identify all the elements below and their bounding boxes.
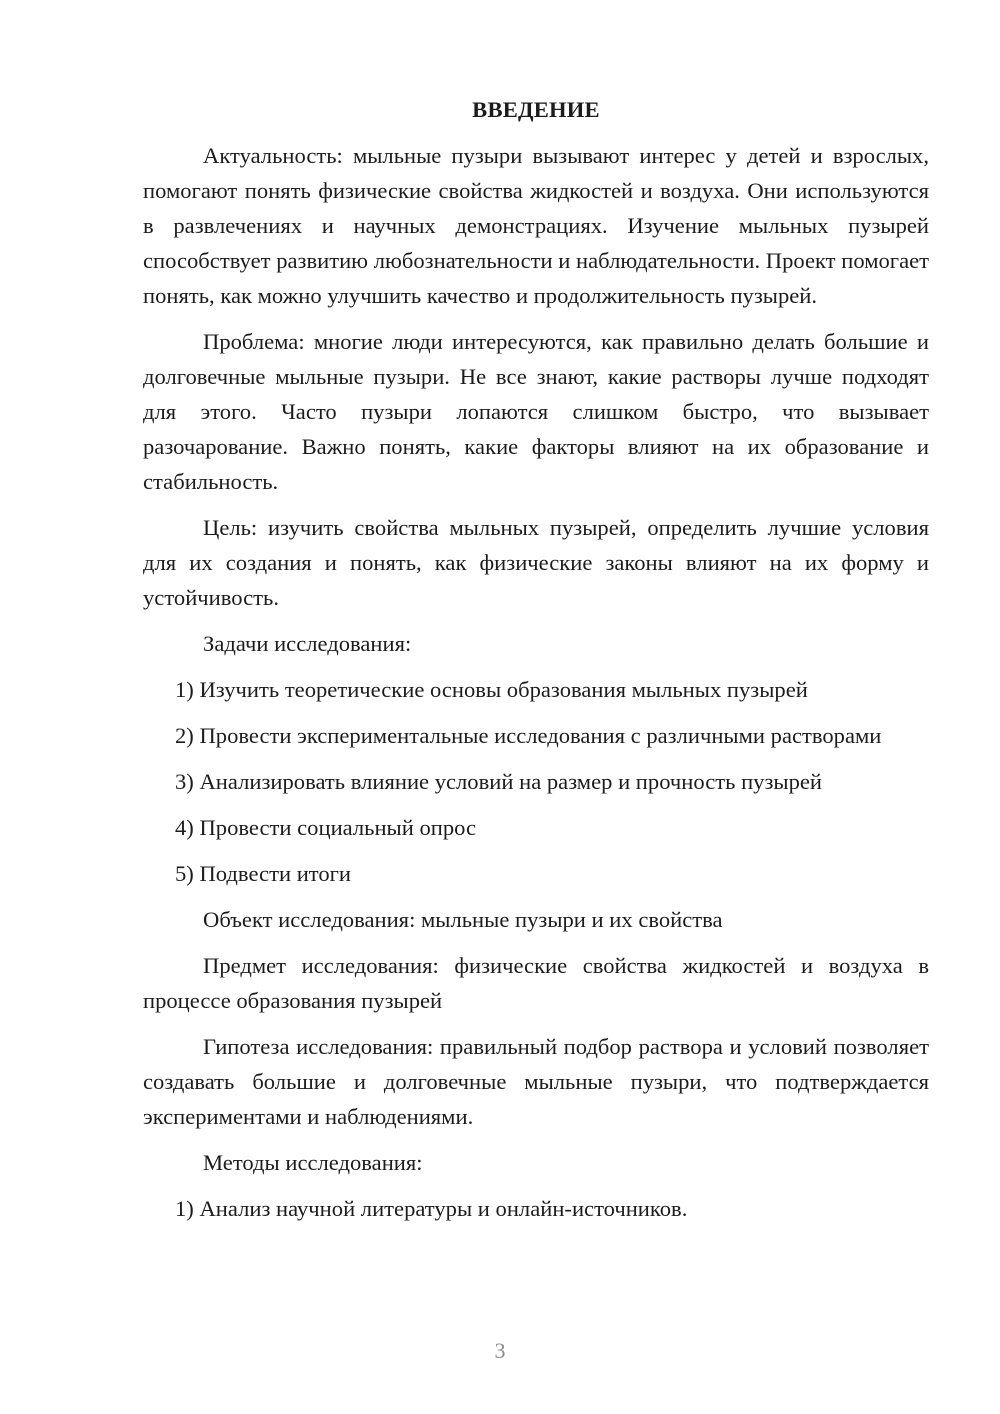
goal-paragraph: Цель: изучить свойства мыльных пузырей, определить лучшие условия для их создания и понять, как физические законы влияют на их форму и устойчивость.: [143, 515, 929, 610]
object-paragraph: Объект исследования: мыльные пузыри и их свойства: [203, 907, 723, 932]
task-item: 1) Изучить теоретические основы образования мыльных пузырей: [175, 677, 808, 702]
document-body: [143, 92, 929, 1237]
tasks-heading: Задачи исследования:: [203, 631, 412, 656]
section-title: ВВЕДЕНИЕ: [472, 97, 600, 122]
methods-heading: Методы исследования:: [203, 1150, 423, 1175]
page-number: 3: [494, 1338, 506, 1363]
method-item: 1) Анализ научной литературы и онлайн-источников.: [175, 1196, 688, 1221]
task-item: 4) Провести социальный опрос: [175, 815, 477, 840]
task-item: 5) Подвести итоги: [175, 861, 352, 886]
task-item: 2) Провести экспериментальные исследования с различными растворами: [175, 723, 882, 748]
problem-paragraph: Проблема: многие люди интересуются, как правильно делать большие и долговечные мыльные пузыри. Не все знают, какие растворы лучше подходят для этого. Часто пузыри лопаются слишком быстро, что вызывает разочарование. Важно понять, какие факторы влияют на их образование и стабильность.: [143, 329, 929, 494]
relevance-paragraph: Актуальность: мыльные пузыри вызывают интерес у детей и взрослых, помогают понять физические свойства жидкостей и воздуха. Они используются в развлечениях и научных демонстрациях. Изучение мыльных пузырей способствует развитию любознательности и наблюдательности. Проект помогает понять, как можно улучшить качество и продолжительность пузырей.: [143, 143, 929, 308]
task-item: 3) Анализировать влияние условий на размер и прочность пузырей: [175, 769, 822, 794]
hypothesis-paragraph: Гипотеза исследования: правильный подбор раствора и условий позволяет создавать большие и долговечные мыльные пузыри, что подтверждается экспериментами и наблюдениями.: [143, 1034, 929, 1129]
subject-paragraph: Предмет исследования: физические свойства жидкостей и воздуха в процессе образования пузырей: [143, 953, 929, 1013]
